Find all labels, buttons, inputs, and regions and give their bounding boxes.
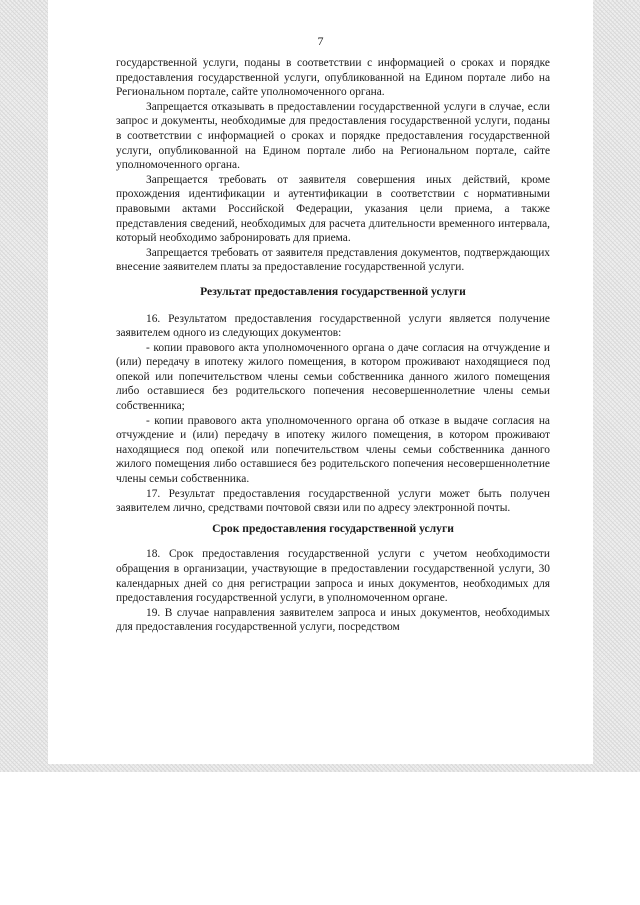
list-item: - копии правового акта уполномоченного органа об отказе в выдаче согласия на отчуждение и (или) передачу в ипотеку жилого помещения, в котором проживают находящиеся под опекой или попечительством члены семьи собственника данного жилого помещения либо оставшиеся без родительского попечения несовершеннолетние члены семьи собственника. [116, 414, 550, 486]
paragraph: Запрещается отказывать в предоставлении государственной услуги в случае, если запрос и документы, необходимые для предоставления государственной услуги, поданы в соответствии с информацией о сроках и порядке предоставления государственной услуги, опубликованной на Едином портале либо на Региональном портале, сайте уполномоченного органа. [116, 100, 550, 172]
paragraph: 19. В случае направления заявителем запроса и иных документов, необходимых для предоставления государственной услуги, посредством [116, 606, 550, 634]
list-item: - копии правового акта уполномоченного органа о даче согласия на отчуждение и (или) передачу в ипотеку жилого помещения, в котором проживают находящиеся под опекой или попечительством члены семьи собственника данного жилого помещения либо оставшиеся без родительского попечения несовершеннолетние члены семьи собственника; [116, 341, 550, 413]
paragraph: 18. Срок предоставления государственной услуги с учетом необходимости обращения в организации, участвующие в предоставлении государственной услуги, 30 календарных дней со дня регистрации запроса и иных документов, необходимых для предоставления государственной услуги, в уполномоченном органе. [116, 548, 550, 605]
paragraph: государственной услуги, поданы в соответствии с информацией о сроках и порядке предоставления государственной услуги, опубликованной на Едином портале либо на Региональном портале, сайте уполномоченного органа. [116, 57, 550, 99]
document-page [48, 0, 593, 764]
paragraph: Запрещается требовать от заявителя представления документов, подтверждающих внесение заявителем платы за предоставление государственной услуги. [116, 246, 550, 274]
page-content [116, 56, 550, 635]
section-heading: Результат предоставления государственной услуги [200, 284, 466, 298]
paragraph: Запрещается требовать от заявителя совершения иных действий, кроме прохождения идентификации и аутентификации в соответствии с нормативными правовыми актами Российской Федерации, указания цели приема, а также представления сведений, необходимых для расчета длительности временного интервала, который необходимо забронировать для приема. [116, 173, 550, 245]
page-number: 7 [317, 34, 324, 48]
paragraph: 17. Результат предоставления государственной услуги может быть получен заявителем лично, средствами почтовой связи или по адресу электронной почты. [116, 487, 550, 515]
section-heading: Срок предоставления государственной услуги [212, 521, 454, 535]
paragraph: 16. Результатом предоставления государственной услуги является получение заявителем одного из следующих документов: [116, 312, 550, 340]
